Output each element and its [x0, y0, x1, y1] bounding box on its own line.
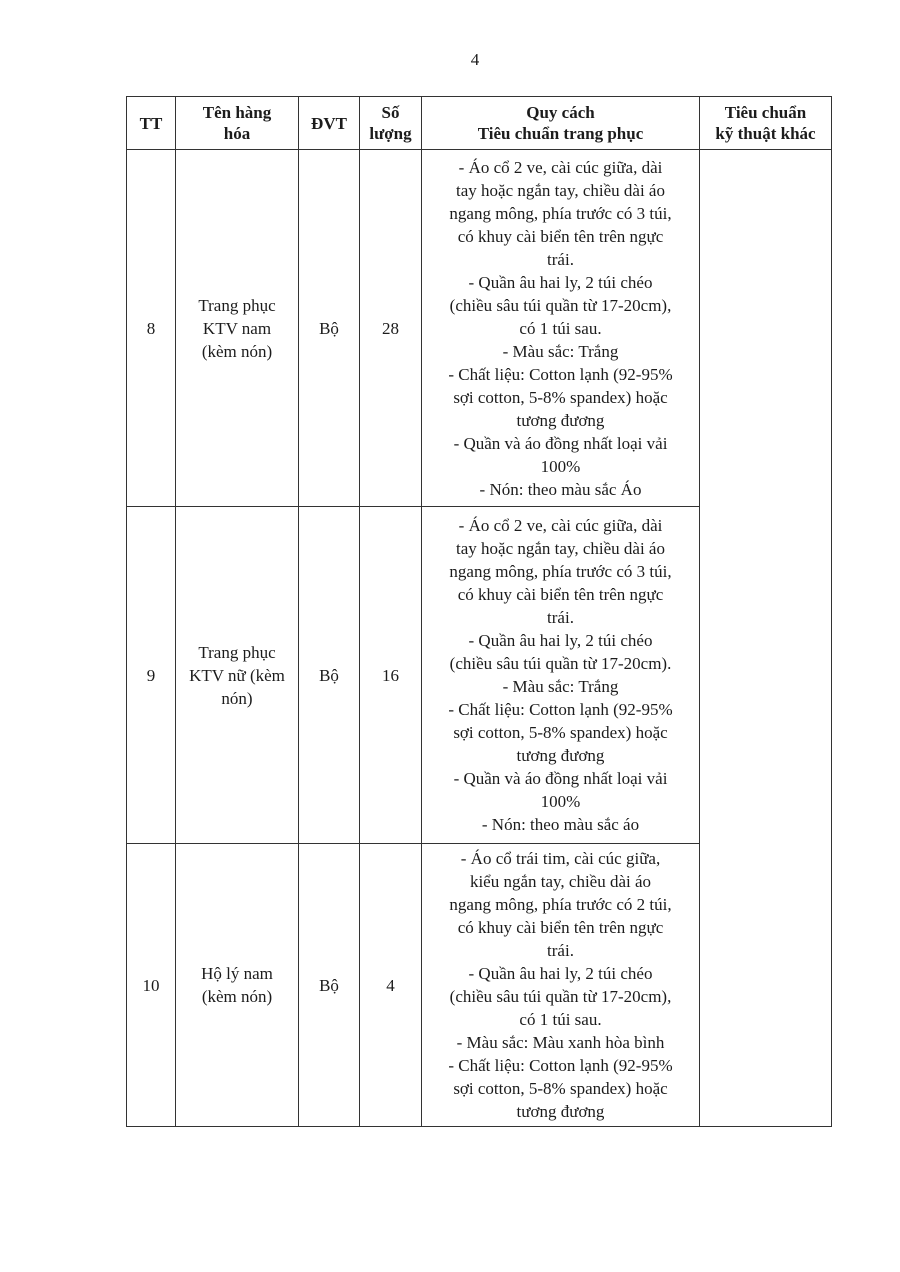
cell-specification: - Áo cổ 2 ve, cài cúc giữa, dài tay hoặc ngắn tay, chiều dài áo ngang mông, phía trước có 3 túi, có khuy cài biển tên trên ngực trái. - Quần âu hai ly, 2 túi chéo (chiều sâu túi quần từ 17-20cm), có 1 túi sau. - Màu sắc: Trắng - Chất liệu: Cotton lạnh (92-95% sợi cotton, 5-8% spandex) hoặc tương đương - Quần và áo đồng nhất loại vải 100% - Nón: theo màu sắc Áo — [422, 150, 700, 507]
table-header-row — [127, 97, 832, 150]
cell-unit: Bộ — [299, 844, 360, 1127]
header-quantity: Số lượng — [360, 97, 422, 150]
cell-tt: 8 — [127, 150, 176, 507]
header-other-standards: Tiêu chuẩn kỹ thuật khác — [700, 97, 832, 150]
header-unit: ĐVT — [299, 97, 360, 150]
specification-table — [126, 96, 832, 1127]
cell-unit: Bộ — [299, 507, 360, 844]
cell-item-name: Hộ lý nam (kèm nón) — [176, 844, 299, 1127]
cell-quantity: 28 — [360, 150, 422, 507]
cell-quantity: 16 — [360, 507, 422, 844]
cell-quantity: 4 — [360, 844, 422, 1127]
cell-specification: - Áo cổ trái tim, cài cúc giữa, kiểu ngắn tay, chiều dài áo ngang mông, phía trước có 2 túi, có khuy cài biển tên trên ngực trái. - Quần âu hai ly, 2 túi chéo (chiều sâu túi quần từ 17-20cm), có 1 túi sau. - Màu sắc: Màu xanh hòa bình - Chất liệu: Cotton lạnh (92-95% sợi cotton, 5-8% spandex) hoặc tương đương — [422, 844, 700, 1127]
cell-tt: 9 — [127, 507, 176, 844]
page-number: 4 — [470, 50, 480, 69]
header-item-name: Tên hàng hóa — [176, 97, 299, 150]
table-row — [127, 150, 832, 507]
cell-tt: 10 — [127, 844, 176, 1127]
cell-specification: - Áo cổ 2 ve, cài cúc giữa, dài tay hoặc ngắn tay, chiều dài áo ngang mông, phía trước có 3 túi, có khuy cài biển tên trên ngực trái. - Quần âu hai ly, 2 túi chéo (chiều sâu túi quần từ 17-20cm). - Màu sắc: Trắng - Chất liệu: Cotton lạnh (92-95% sợi cotton, 5-8% spandex) hoặc tương đương - Quần và áo đồng nhất loại vải 100% - Nón: theo màu sắc áo — [422, 507, 700, 844]
cell-unit: Bộ — [299, 150, 360, 507]
cell-item-name: Trang phục KTV nữ (kèm nón) — [176, 507, 299, 844]
header-tt: TT — [127, 97, 176, 150]
cell-other-standards — [700, 150, 832, 1127]
cell-item-name: Trang phục KTV nam (kèm nón) — [176, 150, 299, 507]
header-specification: Quy cách Tiêu chuẩn trang phục — [422, 97, 700, 150]
